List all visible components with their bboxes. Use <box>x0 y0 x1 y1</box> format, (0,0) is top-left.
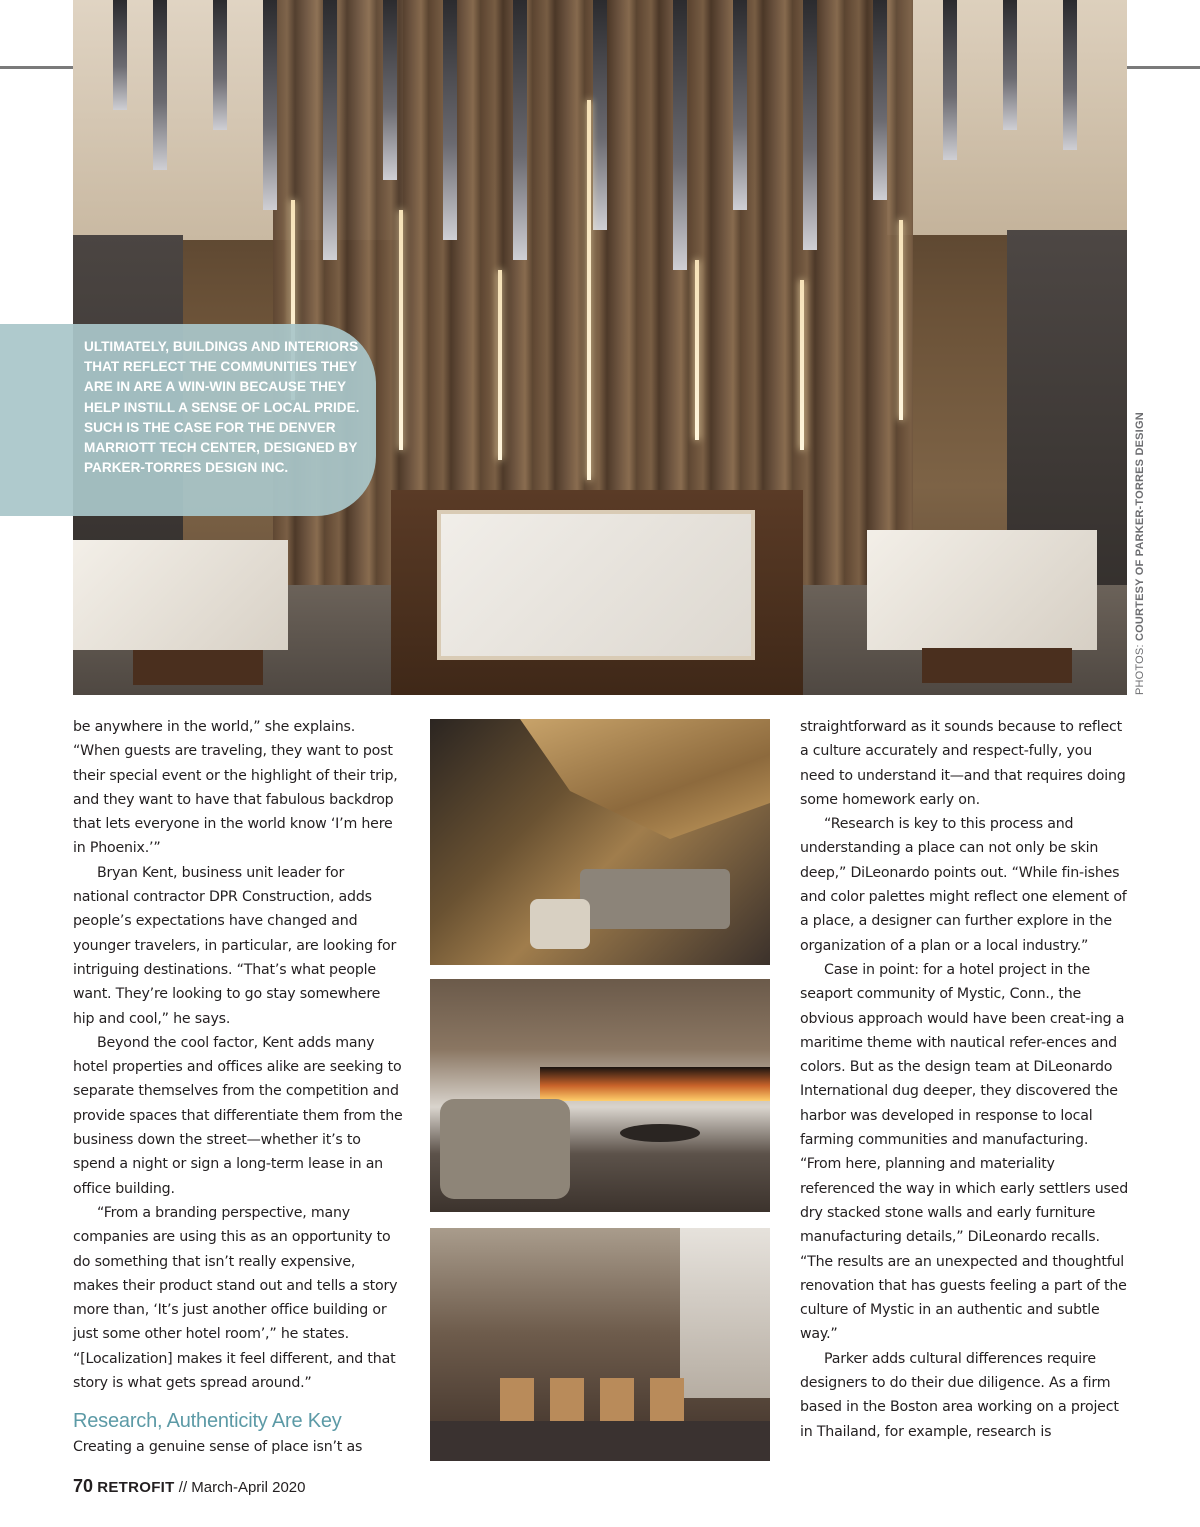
body-paragraph: “Research is key to this process and understanding a place can not only be skin deep,” DiLeonardo points out. “While fin-ishes and color palettes might reflect one element of a place, a designer can further explore in the organization of a plan or a local industry.” <box>800 816 1127 954</box>
body-paragraph: Parker adds cultural differences require designers to do their due diligence. As a firm based in the Boston area working on a project in Thailand, for example, research is <box>800 1350 1119 1440</box>
pull-quote-text: ULTIMATELY, BUILDINGS AND INTERIORS THAT REFLECT THE COMMUNITIES THEY ARE IN ARE A WIN-WIN BECAUSE THEY HELP INSTILL A SENSE OF LOCAL PRIDE. SUCH IS THE CASE FOR THE DENVER MARRIOTT TECH CENTER, DESIGNED BY PARKER-TORRES DESIGN INC. <box>84 339 360 476</box>
body-paragraph: Bryan Kent, business unit leader for national contractor DPR Construction, adds people’s expectations have changed and younger travelers, in particular, are looking for intriguing destinations. “That’s what people want. They’re looking to go stay somewhere hip and cool,” he says. <box>73 864 397 1027</box>
footer-separator: // <box>174 1479 192 1496</box>
body-paragraph: straightforward as it sounds because to reflect a culture accurately and respect-fully, you need to understand it—and that requires doing some homework early on. <box>800 719 1126 808</box>
magazine-name: RETROFIT <box>97 1479 175 1496</box>
left-column <box>73 715 403 1460</box>
photo-credit <box>1134 412 1152 695</box>
right-column <box>800 715 1130 1444</box>
inset-photo-lounge <box>430 719 770 965</box>
body-paragraph: Case in point: for a hotel project in the seaport community of Mystic, Conn., the obvious approach would have been creat-ing a maritime theme with nautical refer-ences and colors. But as the design team at DiLeonardo International dug deeper, they discovered the harbor was developed in response to local farming communities and manufacturing. “From here, planning and materiality referenced the way in which early settlers used dry stacked stone walls and early furniture manufacturing details,” DiLeonardo recalls. “The results are an unexpected and thoughtful renovation that has guests feeling a part of the culture of Mystic in an authentic and subtle way.” <box>800 961 1129 1343</box>
issue-date: March-April 2020 <box>191 1479 306 1496</box>
body-paragraph: Creating a genuine sense of place isn’t as <box>73 1439 363 1456</box>
photo-credit-source: COURTESY OF PARKER-TORRES DESIGN <box>1134 412 1146 642</box>
body-paragraph: “From a branding perspective, many companies are using this as an opportunity to do something that isn’t really expensive, makes their product stand out and tells a story more than, ‘It’s just another office building or just some other hotel room’,” he states. “[Localization] makes it feel different, and that story is what gets spread around.” <box>73 1204 398 1392</box>
inset-photo-restaurant <box>430 1228 770 1461</box>
page-footer <box>73 1476 306 1497</box>
body-paragraph: Beyond the cool factor, Kent adds many hotel properties and offices alike are seeking to separate themselves from the competition and provide spaces that differentiate them from the business down the street—whether it’s to spend a night or sign a long-term lease in an office building. <box>73 1034 403 1197</box>
photo-credit-label: PHOTOS: <box>1134 641 1146 695</box>
section-subhead: Research, Authenticity Are Key <box>73 1410 342 1433</box>
body-paragraph: be anywhere in the world,” she explains. “When guests are traveling, they want to post their special event or the highlight of their trip, and they want to have that fabulous backdrop that lets everyone in the world know ‘I’m here in Phoenix.’” <box>73 719 398 857</box>
inset-photo-fireplace <box>430 979 770 1212</box>
page-number: 70 <box>73 1476 94 1496</box>
